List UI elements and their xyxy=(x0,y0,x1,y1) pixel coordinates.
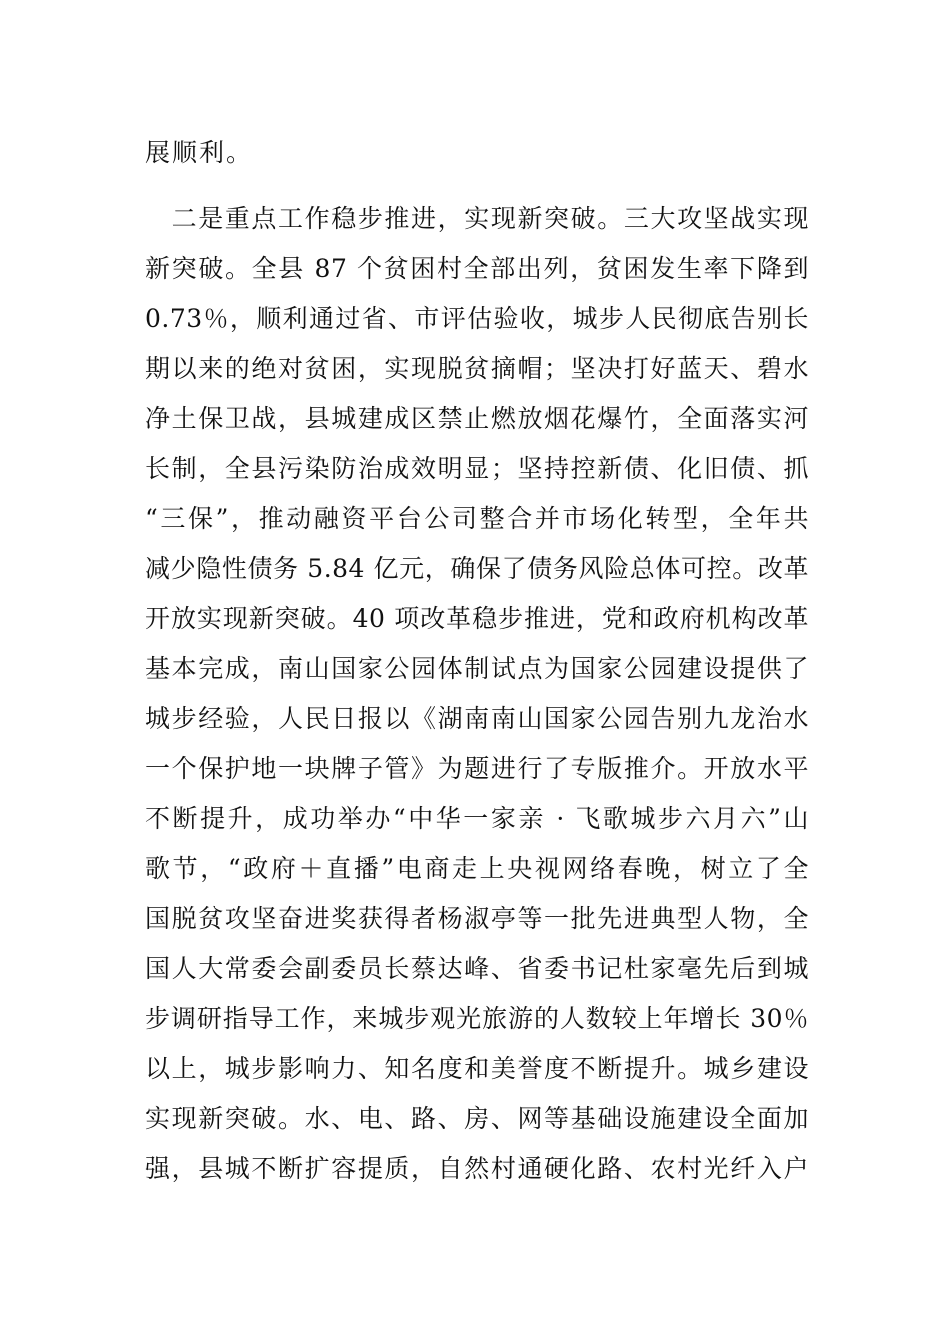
body-text xyxy=(145,128,809,1194)
paragraph-line: 新突破。全县 87 个贫困村全部出列，贫困发生率下降到 xyxy=(145,254,809,283)
paragraph-line: 强，县城不断扩容提质，自然村通硬化路、农村光纤入户 xyxy=(145,1154,809,1183)
paragraph-line: 期以来的绝对贫困，实现脱贫摘帽；坚决打好蓝天、碧水 xyxy=(145,354,809,383)
paragraph-tail-line: 展顺利。 xyxy=(145,138,254,167)
paragraph-line: 不断提升，成功举办“中华一家亲 · 飞歌城步六月六”山 xyxy=(145,804,809,833)
paragraph-line: 0.73％，顺利通过省、市评估验收，城步人民彻底告别长 xyxy=(145,304,809,333)
paragraph-line: 基本完成，南山国家公园体制试点为国家公园建设提供了 xyxy=(145,654,809,683)
paragraph-line: 以上，城步影响力、知名度和美誉度不断提升。城乡建设 xyxy=(145,1054,809,1083)
paragraph-line: 歌节，“政府＋直播”电商走上央视网络春晚，树立了全 xyxy=(145,854,809,883)
paragraph-spacing xyxy=(145,178,809,194)
paragraph-line: 一个保护地一块牌子管》为题进行了专版推介。开放水平 xyxy=(145,754,809,783)
paragraph-line: 步调研指导工作，来城步观光旅游的人数较上年增长 30％ xyxy=(145,1004,809,1033)
paragraph-line: 净土保卫战，县城建成区禁止燃放烟花爆竹，全面落实河 xyxy=(145,404,809,433)
paragraph-line: 实现新突破。水、电、路、房、网等基础设施建设全面加 xyxy=(145,1104,809,1133)
paragraph-line: “三保”，推动融资平台公司整合并市场化转型，全年共 xyxy=(145,504,809,533)
paragraph-line: 减少隐性债务 5.84 亿元，确保了债务风险总体可控。改革 xyxy=(145,554,809,583)
paragraph-line: 长制，全县污染防治成效明显；坚持控新债、化旧债、抓 xyxy=(145,454,809,483)
paragraph-line: 二是重点工作稳步推进，实现新突破。三大攻坚战实现 xyxy=(145,204,809,233)
paragraph xyxy=(145,194,809,1194)
paragraph-line: 国脱贫攻坚奋进奖获得者杨淑亭等一批先进典型人物，全 xyxy=(145,904,809,933)
paragraph-line: 城步经验，人民日报以《湖南南山国家公园告别九龙治水 xyxy=(145,704,809,733)
paragraph-line: 开放实现新突破。40 项改革稳步推进，党和政府机构改革 xyxy=(145,604,809,633)
paragraph-line: 国人大常委会副委员长蔡达峰、省委书记杜家毫先后到城 xyxy=(145,954,809,983)
